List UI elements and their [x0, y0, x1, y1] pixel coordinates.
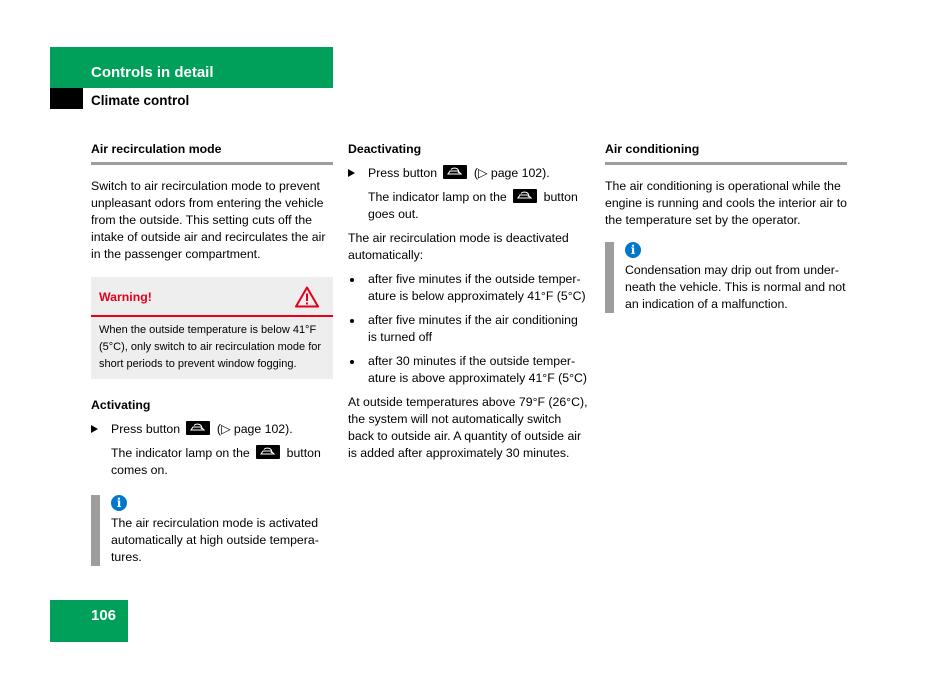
list-item — [348, 312, 590, 346]
step-press-text: Press button — [111, 422, 181, 436]
activating-result — [91, 445, 333, 479]
step-arrow-icon — [91, 425, 98, 433]
heading-air-recirculation: Air recirculation mode — [91, 141, 333, 165]
column-middle — [348, 141, 590, 462]
warning-label: Warning! — [99, 290, 152, 304]
warning-triangle-icon — [295, 286, 319, 308]
warning-text: When the outside temperature is below 41°F (5°C), only switch to air recirculation mode for short periods to prevent window fogging. — [99, 324, 322, 370]
heading-activating: Activating — [91, 398, 151, 412]
section-title: Controls in detail — [91, 64, 214, 81]
result-text-post: button comes on. — [111, 446, 321, 477]
bullet-text: after five minutes if the air conditioning is turned off — [368, 313, 578, 344]
result-text-pre: The indicator lamp on the — [368, 190, 507, 204]
list-item — [348, 353, 590, 387]
info-box-condensation — [605, 242, 847, 313]
column-right — [605, 141, 847, 313]
page-number: 106 — [91, 607, 117, 624]
closing-text: At outside temperatures above 79°F (26°C), the system will not automatically switch back to outside air. A quantity of outside air is added after approximately 30 minutes. — [348, 395, 588, 460]
page-number-band — [50, 600, 128, 642]
air-recirculation-icon — [186, 421, 210, 435]
warning-header — [91, 277, 333, 317]
header-marker — [50, 88, 83, 109]
column-left — [91, 141, 333, 566]
info-bar — [91, 495, 100, 566]
result-text-post: button goes out. — [368, 190, 578, 221]
activating-step — [91, 421, 333, 438]
heading-deactivating: Deactivating — [348, 142, 422, 156]
air-conditioning-intro: The air conditioning is operational while the engine is running and cools the interior air to the temperature set by the operator. — [605, 179, 847, 227]
recirculation-intro: Switch to air recirculation mode to prevent unpleasant odors from entering the vehicle from the outside. This setting cuts off the intake of outside air and recirculates the air in the passenger compartment. — [91, 179, 326, 261]
bullet-icon — [350, 319, 354, 323]
air-recirculation-icon — [513, 189, 537, 203]
step-arrow-icon — [348, 169, 355, 177]
info-box-activation — [91, 495, 333, 566]
deactivating-step — [348, 165, 590, 182]
info-icon: i — [625, 242, 641, 258]
bullet-icon — [350, 360, 354, 364]
bullet-text: after five minutes if the outside temper-ature is below approximately 41°F (5°C) — [368, 272, 586, 303]
air-recirculation-icon — [256, 445, 280, 459]
deactivating-result — [348, 189, 590, 223]
info-bar — [605, 242, 614, 313]
deactivated-text: The air recirculation mode is deactivated automatically: — [348, 231, 569, 262]
list-item — [348, 271, 590, 305]
bullet-text: after 30 minutes if the outside temper-ature is above approximately 41°F (5°C) — [368, 354, 587, 385]
heading-air-conditioning: Air conditioning — [605, 141, 847, 165]
info-icon: i — [111, 495, 127, 511]
info-text: Condensation may drip out from under-neath the vehicle. This is normal and not an indication of a malfunction. — [625, 263, 846, 311]
result-text-pre: The indicator lamp on the — [111, 446, 250, 460]
warning-box — [91, 277, 333, 379]
section-subtitle: Climate control — [91, 93, 190, 108]
step-page-ref: (▷ page 102). — [216, 422, 293, 436]
air-recirculation-icon — [443, 165, 467, 179]
step-page-ref: (▷ page 102). — [473, 166, 550, 180]
step-press-text: Press button — [368, 166, 438, 180]
info-text: The air recirculation mode is activated automatically at high outside tempera-tures. — [111, 516, 319, 564]
bullet-icon — [350, 278, 354, 282]
